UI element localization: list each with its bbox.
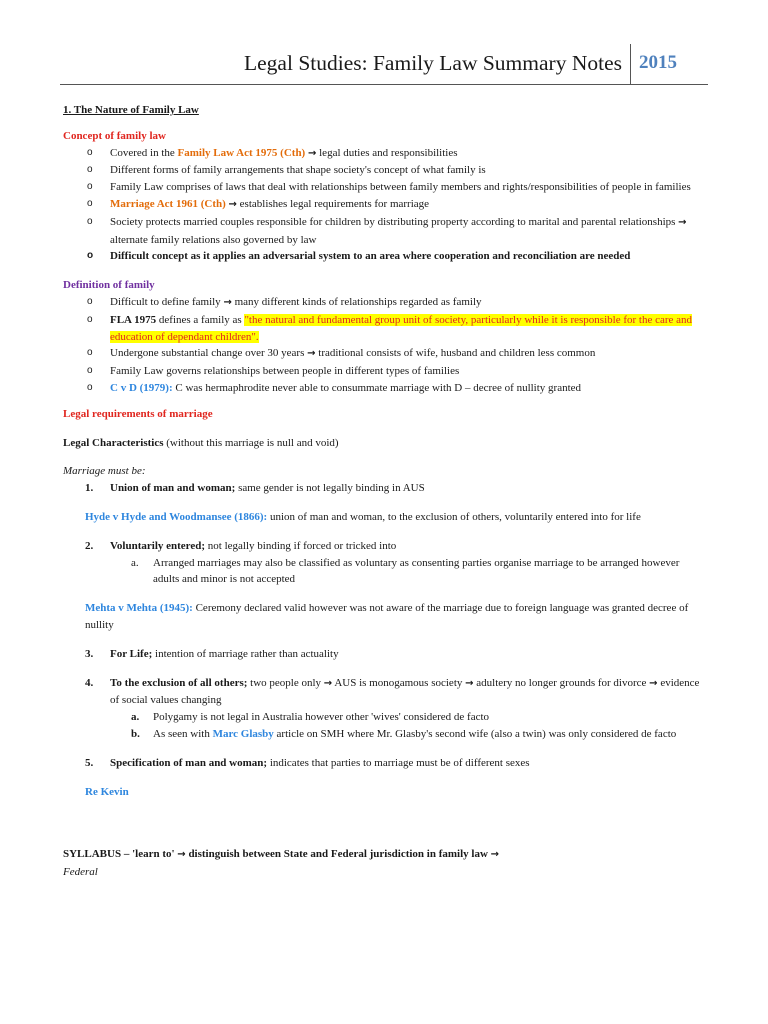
arrow-icon: →: [177, 849, 186, 861]
numbered-item: 4. To the exclusion of all others; two people only → AUS is monogamous society → adultery no longer grounds for divorce → evidence of social values changing: [85, 676, 700, 707]
case-reference: Re Kevin: [85, 785, 129, 798]
page-header: [0, 44, 768, 84]
section-title: 1. The Nature of Family Law: [63, 104, 199, 116]
sub-item: a. Arranged marriages may also be classified as voluntary as consenting parties organise marriage to be arranged however adults and minor is not accepted: [131, 556, 680, 586]
arrow-icon: →: [307, 348, 316, 360]
list-item: o C v D (1979): C was hermaphrodite never able to consummate marriage with D – decree of nullity granted: [63, 380, 703, 397]
list-item: o Difficult to define family → many different kinds of relationships regarded as family: [63, 294, 703, 312]
list-item: o FLA 1975 defines a family as "the natural and fundamental group unit of society, particularly while it is responsible for the care and education of dependant children".: [63, 312, 703, 346]
list-item: o Covered in the Family Law Act 1975 (Cth) → legal duties and responsibilities: [63, 145, 703, 163]
act-reference: Family Law Act 1975 (Cth): [177, 146, 306, 159]
list-item: o Family Law comprises of laws that deal with relationships between family members and rights/responsibilities of people in families: [63, 179, 703, 196]
legal-characteristics: Legal Characteristics (without this marriage is null and void): [63, 436, 339, 449]
numbered-item: 3. For Life; intention of marriage rather than actuality: [85, 647, 339, 660]
sub-item: a. Polygamy is not legal in Australia however other 'wives' considered de facto: [131, 711, 490, 724]
case-reference: Mehta v Mehta (1945):: [85, 602, 193, 615]
case-note: Mehta v Mehta (1945): Ceremony declared valid however was not aware of the marriage due to foreign language was granted decree of nullity: [85, 602, 689, 631]
numbered-item: 5. Specification of man and woman; indicates that parties to marriage must be of different sexes: [85, 756, 530, 769]
case-reference: Hyde v Hyde and Woodmansee (1866):: [85, 510, 268, 523]
list-item: o Family Law governs relationships between people in different types of families: [63, 363, 703, 380]
legal-requirements-heading: Legal requirements of marriage: [63, 407, 213, 420]
notes-content: [63, 102, 703, 881]
numbered-item: 1. Union of man and woman; same gender is not legally binding in AUS: [85, 482, 425, 495]
syllabus-line: SYLLABUS – 'learn to' → distinguish between State and Federal jurisdiction in family law →: [63, 848, 500, 861]
federal-label: Federal: [63, 866, 98, 879]
header-year: 2015: [639, 52, 677, 73]
header-title: Legal Studies: Family Law Summary Notes: [244, 51, 622, 75]
header-rule: [60, 84, 708, 85]
arrow-icon: →: [228, 198, 237, 210]
arrow-icon: →: [323, 677, 333, 689]
definition-heading: Definition of family: [63, 279, 155, 292]
marriage-must-be: Marriage must be:: [63, 465, 146, 478]
list-item: o Undergone substantial change over 30 years → traditional consists of wife, husband and children less common: [63, 345, 703, 363]
act-reference: Marriage Act 1961 (Cth): [110, 197, 226, 210]
concept-heading: Concept of family law: [63, 129, 166, 142]
highlighted-quote: "the natural and fundamental group unit of society, particularly while it is responsible for the care and education of dependant children": [110, 313, 693, 343]
person-reference: Marc Glasby: [212, 727, 274, 740]
arrow-icon: →: [649, 677, 658, 689]
arrow-icon: →: [465, 677, 474, 689]
arrow-icon: →: [223, 296, 232, 308]
list-item: o Society protects married couples responsible for children by distributing property according to marital and parental relationships → alternate family relations also governed by law: [63, 214, 703, 249]
arrow-icon: →: [490, 849, 500, 861]
case-note: Hyde v Hyde and Woodmansee (1866): union of man and woman, to the exclusion of others, voluntarily entered into for life: [85, 510, 641, 523]
list-item: o Marriage Act 1961 (Cth) → establishes legal requirements for marriage: [63, 196, 703, 214]
concept-list: [63, 145, 703, 266]
list-item: o Difficult concept as it applies an adversarial system to an area where cooperation and reconciliation are needed: [63, 248, 703, 265]
arrow-icon: →: [678, 216, 687, 228]
sub-item: b. As seen with Marc Glasby article on SMH where Mr. Glasby's second wife (also a twin) was only considered de facto: [131, 727, 677, 740]
case-reference: C v D (1979):: [110, 381, 173, 394]
numbered-item: 2. Voluntarily entered; not legally binding if forced or tricked into: [85, 539, 397, 552]
header-divider: [630, 44, 631, 84]
arrow-icon: →: [307, 147, 317, 159]
definition-list: [63, 294, 703, 397]
list-item: o Different forms of family arrangements that shape society's concept of what family is: [63, 162, 703, 179]
